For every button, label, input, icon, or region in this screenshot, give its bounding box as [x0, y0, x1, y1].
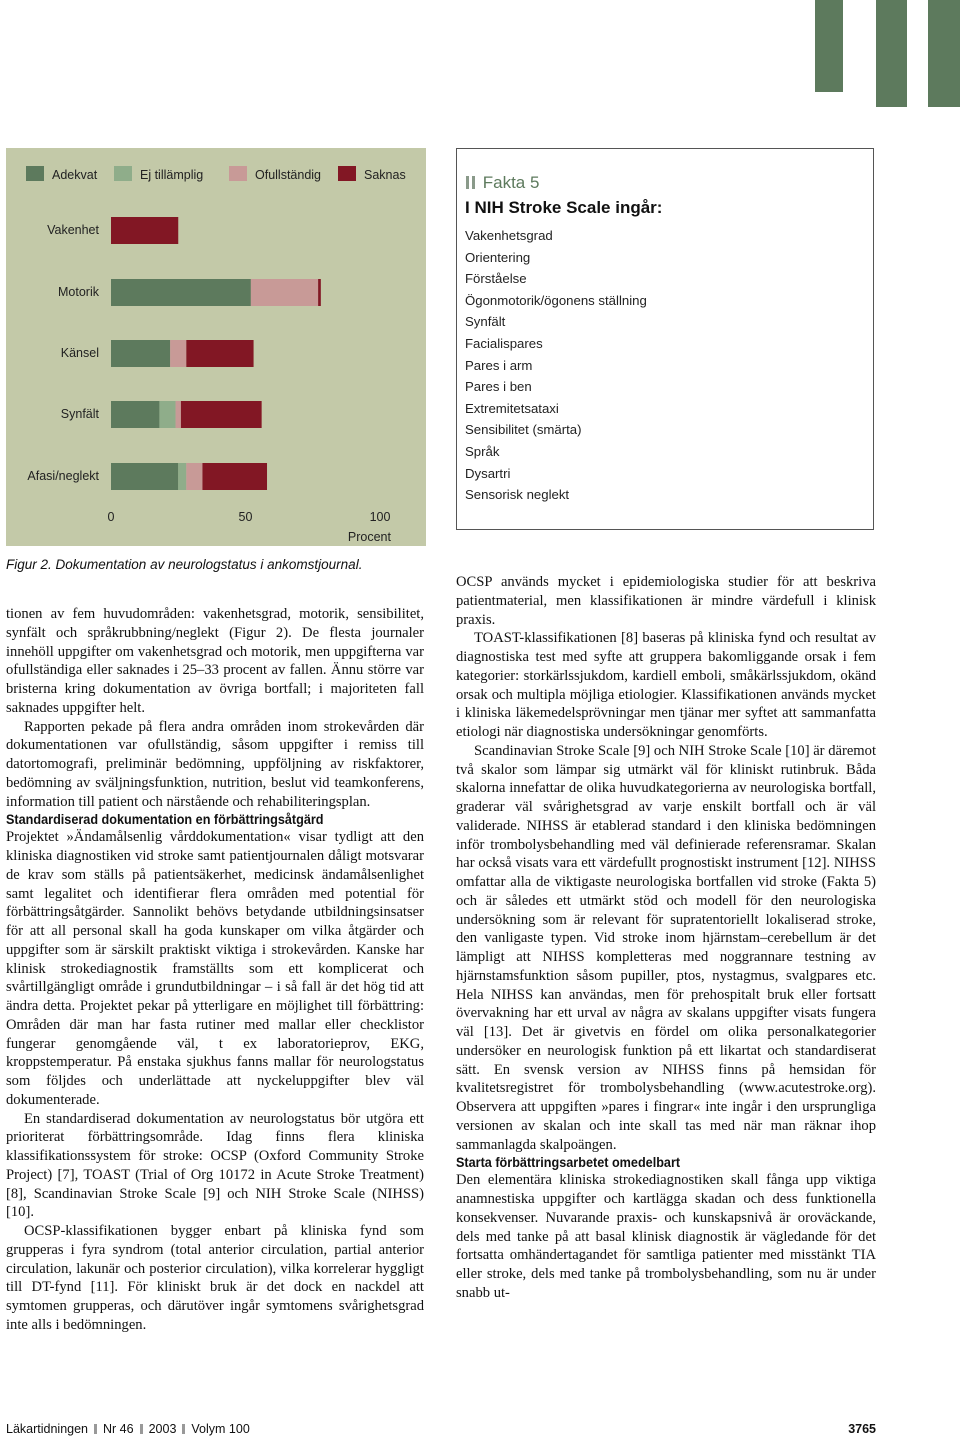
fakta-item: Förståelse: [465, 271, 527, 287]
decorative-bar-2: [876, 0, 907, 107]
legend-swatch: [338, 166, 356, 181]
bar-segment: [170, 340, 186, 367]
section-heading: Standardiserad dokumentation en förbättringsåtgärd: [6, 812, 324, 828]
figure-caption: Figur 2. Dokumentation av neurologstatus i ankomstjournal.: [6, 557, 363, 572]
fakta-box: [456, 148, 874, 530]
x-axis-label: Procent: [347, 530, 391, 544]
footer-year: 2003: [148, 1422, 177, 1436]
legend-swatch: [229, 166, 247, 181]
fakta-item: Dysartri: [465, 465, 511, 481]
fakta-item: Språk: [465, 443, 500, 459]
bar-segment: [111, 340, 170, 367]
x-tick-label: 100: [369, 510, 391, 524]
paragraph: OCSP används mycket i epidemiologiska studier för att beskriva patientmaterial, men klassifikationen är mindre värdefull i klinisk praxis.: [456, 574, 876, 628]
page-number: 3765: [848, 1422, 876, 1436]
x-tick-label: 50: [238, 510, 253, 524]
footer-separator: [140, 1424, 143, 1434]
bar-segment: [111, 463, 178, 490]
bar-segment: [178, 463, 186, 490]
bar-segment: [186, 463, 202, 490]
fakta-title: Fakta 5: [482, 173, 540, 192]
fakta-item: Sensibilitet (smärta): [465, 422, 582, 438]
legend-swatch: [114, 166, 132, 181]
bar-segment: [111, 401, 159, 428]
page-footer: [6, 1422, 876, 1436]
bar-segment: [111, 217, 178, 244]
fakta-header: [466, 173, 539, 193]
paragraph: OCSP-klassifikationen bygger enbart på kliniska fynd som grupperas i fyra syndrom (total anterior circulation, partial anterior circulation, lakunär och posterior circulation), vilka korrelerar hyggligt till DT-fynd [11]. För kliniskt bruk är det dock en nackdel att symtomen grupperas, och därutöver ingår symtomens svårighetsgrad inte alls i bedömningen.: [6, 1223, 424, 1333]
fakta-item: Ögonmotorik/ögonens ställning: [465, 292, 647, 308]
bar-segment: [202, 463, 267, 490]
bar-segment: [181, 401, 262, 428]
category-label: Afasi/neglekt: [27, 469, 99, 483]
fakta-marker: [466, 176, 469, 189]
decorative-bar-1: [815, 0, 843, 92]
paragraph: Scandinavian Stroke Scale [9] och NIH Stroke Scale [10] är däremot två skalor som lämpar sig utmärkt väl för kliniskt rutinbruk. Båda skalorna innefattar de olika huvudkategorierna av neurologiska bortfall, graderar väl svårighetsgrad av varje enskilt bortfall och är väl validerade. NIHSS är etablerad standard i den kliniska bedömningen inför trombolysbehandling med väl definierade referensramar. Skalan har också visats vara ett värdefullt prognostiskt instrument [12]. NIHSS omfattar alla de viktigaste neurologiska bortfallen vid stroke (Fakta 5) och är således ett utmärkt stöd och modell för den neurologiska undersökning som är relevant för supratentoriellt lokaliserad stroke, den vanligaste typen. Vid stroke inom hjärnstam–cerebellum är det lämpligt att NIHSS kompletteras med noggrannare testning av hjärnstamsfunktion såsom pupiller, ptos, nystagmus, svalgpares etc. Hela NIHSS kan användas, men för prehospitalt bruk eller fortsatt övervakning har ett urval av några av skalans uppgifter visats fungera väl [13]. Det är givetvis en fördel om olika personalkategorier undersöker en neurologisk funktion på ett likartat och standardiserat sätt. En svensk version av NIHSS finns på hemsidan för kvalitetsregistret för trombolysbehandling (www.acutestroke.org). Observera att uppgiften »pares i fingrar« inte ingår i den ursprungliga versionen av skalan och inte skall tas med när man räknar ihop sammanlagda skalpoängen.: [456, 742, 877, 1153]
bar-segment: [111, 279, 251, 306]
paragraph: Projektet »Ändamålsenlig vårddokumentation« visar tydligt att den kliniska diagnostiken vid stroke samt patientjournalen dåligt motsvarar de krav som ställs på patientsäkerhet, medicinsk ändamålsenlighet samt legalitet och identifierar flera områden med potential för förbättringsåtgärder. Sannolikt behövs betydande utbildningsinsatser för att all personal skall ha goda kunskaper om vilka åtgärder och uppgifter som är särskilt praktiskt viktiga i strokevården. Kanske har klinisk strokediagnostik framställts som ett komplicerat och svårtillgängligt område i grundutbildningar – i så fall är det hög tid att ändra detta. Projektet pekar på ytterligare en möjlighet till förbättring: Områden där man har fasta rutiner med mallar eller checklistor fungerar genomgående väl, t ex laboratorieprov, EKG, kroppstemperatur. På enstaka sjukhus fanns mallar för neurologstatus som följdes och underlättade att nyckeluppgifter blev väl dokumenterade.: [6, 829, 424, 1108]
footer-volume: Volym 100: [191, 1422, 250, 1436]
fakta-item: Facialispares: [465, 335, 543, 351]
fakta-list: [465, 225, 647, 506]
legend-swatch: [26, 166, 44, 181]
legend-label: Ofullständig: [255, 168, 322, 182]
category-label: Känsel: [60, 346, 99, 360]
fakta-subtitle: I NIH Stroke Scale ingår:: [465, 198, 663, 217]
fakta-item: Extremitetsataxi: [465, 400, 559, 416]
fakta-item: Synfält: [465, 314, 506, 330]
legend-label: Adekvat: [52, 168, 98, 182]
left-column: [6, 605, 424, 1335]
stacked-bar-chart: [6, 148, 426, 546]
right-column: [456, 573, 876, 1303]
bar-segment: [251, 279, 318, 306]
category-label: Vakenhet: [47, 223, 99, 237]
paragraph: En standardiserad dokumentation av neurologstatus bör utgöra ett prioriterat förbättringsområde. Idag finns flera kliniska klassifikationssystem för stroke: OCSP (Oxford Community Stroke Project) [7], TOAST (Trial of Org 10172 in Acute Stroke Treatment) [8], Scandinavian Stroke Scale [9] och NIH Stroke Scale (NIHSS) [10].: [6, 1110, 424, 1221]
category-label: Synfält: [60, 407, 99, 421]
fakta-item: Pares i ben: [465, 379, 532, 395]
bar-segment: [159, 401, 175, 428]
footer-issue: Nr 46: [103, 1422, 134, 1436]
legend-label: Ej tillämplig: [140, 168, 204, 182]
section-heading: Starta förbättringsarbetet omedelbart: [456, 1155, 681, 1171]
category-label: Motorik: [58, 285, 99, 299]
decorative-bar-3: [928, 0, 960, 107]
fakta-item: Pares i arm: [465, 357, 533, 373]
x-tick-label: 0: [107, 510, 115, 524]
fakta-item: Orientering: [465, 249, 531, 265]
footer-separator: [182, 1424, 185, 1434]
footer-separator: [94, 1424, 97, 1434]
bar-segment: [176, 401, 181, 428]
figure-2-chart: [6, 148, 426, 546]
paragraph: tionen av fem huvudområden: vakenhetsgrad, motorik, sensibilitet, synfält och språkrubbning/neglekt (Figur 2). De flesta journaler innehöll uppgifter om vakenhetsgrad och motorik, men uppgifterna var ofullständiga eller saknades i 25–33 procent av fallen. Ännu större var bristerna kring dokumentation av övriga bortfall; i majoriteten fall saknades uppgifter helt.: [6, 606, 424, 716]
fakta-item: Sensorisk neglekt: [465, 487, 570, 503]
bar-segment: [186, 340, 253, 367]
paragraph: Rapporten pekade på flera andra områden inom strokevården där dokumentationen var ofullständig, såsom uppgifter i remiss till datortomografi, preliminär bedömning, uppföljning av riskfaktorer, bedömning av sväljningsfunktion, nutrition, beslut vid teamkonferens, information till patient och närstående och rehabiliteringsplan.: [6, 718, 424, 810]
paragraph: TOAST-klassifikationen [8] baseras på kliniska fynd och resultat av diagnostiska test med syfte att gruppera bakomliggande orsak i fem kategorier: storkärlssjukdom, kardiell emboli, småkärlssjukdom, okänd orsak och multipla möjliga etiologier. Klassifikationen används mycket i kliniska läkemedelsprövningar men tjänar mer syftet att sammanfatta etiologi när diagnostiska undersökningar genomförts.: [456, 630, 876, 740]
legend-label: Saknas: [364, 168, 406, 182]
fakta-item: Vakenhetsgrad: [465, 228, 553, 243]
bar-segment: [318, 279, 321, 306]
fakta-marker: [472, 176, 475, 189]
paragraph: Den elementära kliniska strokediagnostiken skall fånga upp viktiga anamnestiska uppgifter och kartlägga skadan och dess funktionella konsekvenser. Nuvarande praxis- och kunskapsnivå är oroväckande, dels med tanke på att basal klinisk diagnostik är vägledande för det fortsatta omhändertagandet för samtliga patienter med misstänkt TIA eller stroke, dels med tanke på trombolysbehandling, som nu är under snabb ut-: [456, 1172, 876, 1301]
footer-journal: Läkartidningen: [6, 1422, 89, 1436]
